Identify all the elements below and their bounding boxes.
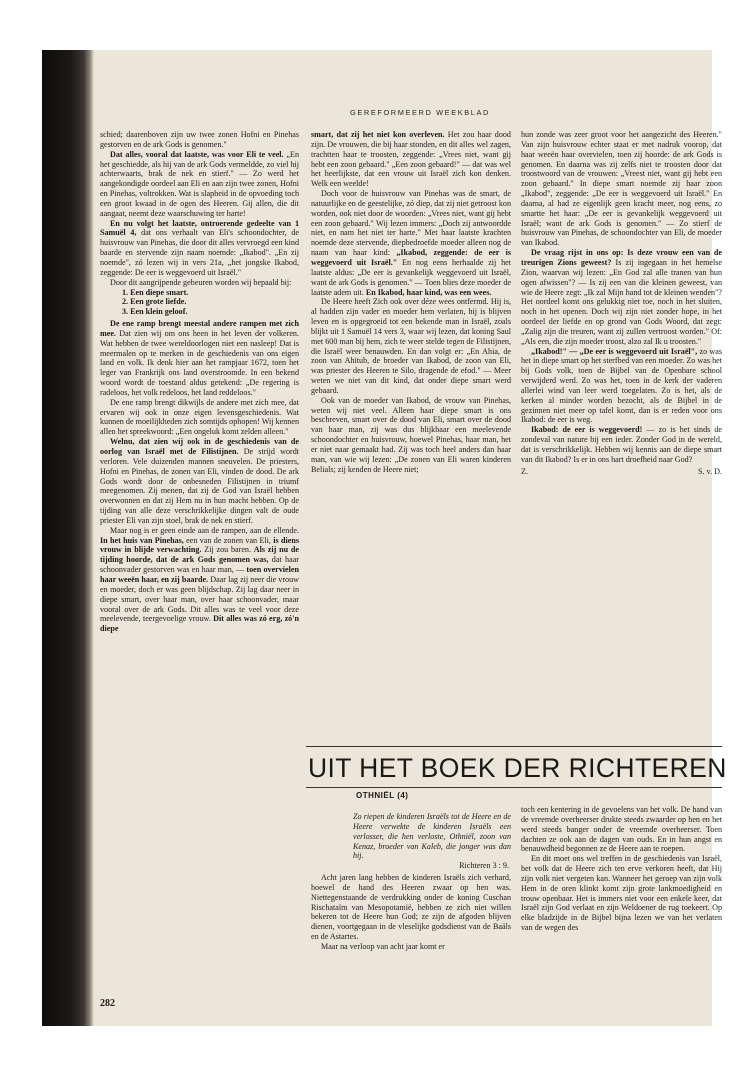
article-column-left	[311, 812, 511, 952]
paragraph: De ene ramp brengt meestal andere rampen met zich mee. Dat zien wij om ons heen in het leven der volkeren. Wat hebben de twee wereldoorlogen niet een nasleep! Dat is meermalen op te merken in de geschiedenis van ons eigen land en volk. Ik denk hier aan het rampjaar 1672, toen het leger van Frankrijk ons land overstroomde. In een bekend woord wordt de toestand aldus getekend: „De regering is radeloos, het volk redeloos, het land reddeloos."	[100, 319, 299, 397]
paragraph: schied; daarenboven zijn uw twee zonen Hofni en Pinehas gestorven en de ark Gods is genomen."	[100, 130, 299, 149]
running-head: GEREFORMEERD WEEKBLAD	[350, 108, 490, 117]
paragraph: De ene ramp brengt dikwijls de andere met zich mee, dat ervaren wij ook in onze eigen levensgeschiedenis. Wat kunnen de moeilijkheden zich somtijds ophopen! Wij kennen allen het spreekwoord: „Een ongeluk komt zelden alleen."	[100, 397, 299, 437]
paragraph: toch een kentering in de gevoelens van het volk. De hand van de vreemde overheerser drukte steeds zwaarder op hen en het werd steeds banger onder de vreemde overheerser. Toen dachten ze ook aan de dagen van ouds. En in hun angst en benauwdheid begonnen ze de Heere aan te roepen.	[521, 805, 722, 854]
title-rule-top	[306, 746, 722, 747]
paragraph: De Heere heeft Zich ook over déze wees ontfermd. Hij is, al hadden zijn vader en moeder hem verlaten, hij is blijven leven en is opgegroeid tot een bekende man in Israël, zoals blijkt uit 1 Samuël 14 vers 3, waar wij lezen, dat koning Saul met 600 man bij hem, zich te weer stelde tegen de Filistijnen, die Israël weer benauwden. En dan volgt er: „En Ahia, de zoon van Ahitub, de broeder van Ikabod, de zoon van Eli, was priester des Heeren te Silo, dragende de efod." — Meer weten we niet van dit kind, dat onder diepe smart werd gebaard.	[311, 297, 511, 395]
paragraph: Ikabod: de eer is weggevoerd! — zo is het sinds de zondeval van nature bij een ieder. Zonder God in de wereld, dat is verschrikkelijk. Hebben wij kennis aan de diepe smart van dit Ikabod? Is er in ons hart droefheid naar God?	[521, 425, 722, 464]
paragraph: Maar na verloop van acht jaar komt er	[321, 941, 445, 951]
paragraph: „Ikabod!" — „De eer is weggevoerd uit Israël", zo was het in diepe smart op het sterfbed van een moeder. Zo was het bij Gods volk, toen de Bijbel van de Openbare school verwijderd werd. Zo was het, toen in de kerk der vaderen allerlei wind van leer werd toegelaten. Zo is het, als de kerken al minder worden bezocht, als de Bijbel in de gezinnen niet meer op tafel komt, dan is er reden voor ons Ikabod: de eer is weg.	[521, 346, 722, 425]
book-spine-shadow	[42, 50, 94, 1026]
paragraph: Door dit aangrijpende gebeuren worden wij bepaald bij:	[110, 277, 292, 287]
list-item: 3. Een klein geloof.	[122, 307, 188, 317]
point-list	[100, 288, 299, 318]
epigraph: Zo riepen de kinderen Israëls tot de Heere en de Heere verwekte de kinderen Israëls een verlosser, die hen verloste, Othniël, zoon van Kenaz, broeder van Kaleb, die jonger was dan hij.	[353, 812, 511, 861]
paragraph: De vraag rijst in ons op: Is deze vrouw een van de treurigen Zions geweest? Is zij ingegaan in het hemelse Zion, waarvan wij lezen: „En God zal alle tranen van hun ogen afwissen"? — Is zij een van die kleinen geweest, van wie de Heere zegt: „Ik zal Mijn hand tot de kleinen wenden"? Het oordeel komt ons gelukkig niet toe, noch in het sluiten, noch in het openen. Doch wij zijn niet zonder hope, in het oordeel der liefde en op grond van Gods Woord, dat zegt: „Zalig zijn die treuren, want zij zullen vertroost worden." Of: „Als een, die zijn moeder troost, alzo zal Ik u troosten."	[521, 248, 723, 346]
paragraph: Doch voor de huisvrouw van Pinehas was de smart, de natuurlijke en de geestelijke, zó diep, dat zij niet getroost kon worden, ook niet door de woorden: „Vrees niet, want gij hebt een zoon gebaard." Wij lezen immers: „Doch zij antwoordde niet, en nam het niet ter harte." Met haar laatste krachten noemde deze stervende, diepbedroefde moeder alleen nog de naam van haar kind: „Ikabod, zeggende: de eer is weggevoerd uit Israël." En nog eens herhaalde zij het laatste aldus: „De eer is gevankelijk weggevoerd uit Israël, want de ark Gods is genomen." — Toen blies deze moeder de laatste adem uit. En Ikabod, haar kind, was een wees.	[311, 189, 512, 297]
list-item: 1. Een diepe smart.	[122, 287, 189, 297]
column-1	[100, 130, 299, 634]
paragraph: Maar nog is er geen einde aan de rampen, aan de ellende. In het huis van Pinehas, een van de zonen van Eli, is diens vrouw in blijde verwachting. Zij zou baren. Als zij nu de tijding hoorde, dat de ark Gods genomen was, dat haar schoonvader gestorven was en haar man, — toen overvielen haar weeën haar, en zij baarde. Daar lag zij neer die vrouw en moeder, doch er was geen blijdschap. Zij lag daar neer in diepe smart, over haar man, over haar schoonvader, maar vooral over de ark Gods. Dit alles was te veel voor deze meelevende, teergevoelige vrouw. Dit alles was zó erg, zó'n diepe	[100, 525, 300, 634]
paragraph: Ook van de moeder van Ikabod, de vrouw van Pinehas, weten wij niet veel. Alleen haar diepe smart is ons beschreven, smart over de dood van Eli, smart over de dood van haar man, zij was dus blijkbaar een meelevende schoondochter en huisvrouw, hoewel Pinehas, haar man, het er niet naar gemaakt had. Zij was toch heel anders dan haar man, van wie wij lezen: „De zonen van Eli waren kinderen Belials; zij kenden de Heere niet;	[311, 395, 511, 474]
column-2	[311, 130, 511, 475]
paragraph: En nu volgt het laatste, ontroerende gedeelte van 1 Samuël 4, dat ons verhaalt van Eli's schoondochter, de huisvrouw van Pinehas, die door dit alles vervroegd een kind baarde en stervende zijn naam noemde: „Ikabod". „En zij noemde", zó lezen wij in vers 21a, „het jongske Ikabod, zeggende: De eer is weggevoerd uit Israël."	[100, 218, 299, 277]
article-title: UIT HET BOEK DER RICHTEREN	[308, 753, 727, 783]
article-column-right	[521, 805, 722, 933]
title-rule-bottom	[306, 787, 722, 788]
scripture-reference: Richteren 3 : 9.	[459, 861, 509, 871]
paragraph: Dat alles, vooral dat laatste, was voor Eli te veel. „En het geschiedde, als hij van de ark Gods vermeldde, zo viel hij achterwaarts, brak de nek en stierf." — Zo werd het aangekondigde oordeel aan Eli en aan zijn twee zonen, Hofni en Pinehas, voltrokken. Wat is slapheid in de opvoeding toch een groot kwaad in de ogen des Heeren. Gij allen, die dit aangaat, neemt deze waarschuwing ter harte!	[100, 149, 300, 218]
signature-line	[521, 467, 722, 477]
paragraph: En dit moet ons wel treffen in de geschiedenis van Israël, het volk dat de Heere zich ten erve verkoren heeft, dat Hij zijn volk niet vergeten kan. Wanneer het geroep van zijn volk Hem in de oren klinkt komt zijn grote lankmoedigheid en trouw openbaar. Het is immers niet voor een enkele keer, dat Israël zijn God verlaat en zijn Weldoener de rug toekeert. Op elke bladzijde in de Bijbel bijna lezen we van het verlaten van de wegen des	[521, 854, 722, 933]
paragraph: Acht jaren lang hebben de kinderen Israëls zich verhard, hoewel de hand des Heeren zwaar op hen was. Niettegenstaande de verdrukking onder de koning Cuschan Rischataïm van Mesopotamië, hebben ze zich niet willen bekeren tot de Heere hun God; ze zijn de afgoden blijven dienen, voortgegaan in de vleselijke godsdienst van de Baäls en de Astartes.	[311, 873, 511, 942]
paragraph: smart, dat zij het niet kon overleven. Het zou haar dood zijn. De vrouwen, die bij haar stonden, en dit alles wel zagen, trachtten haar te troosten, zeggende: „Vrees niet, want gij hebt een zoon gebaard." „Een zoon gebaard!" — dat was wel het heerlijkste, dat een vrouw uit Israël zich kon denken. Welk een weelde!	[311, 130, 511, 189]
page-number: 282	[100, 998, 115, 1009]
signature-initial: Z.	[521, 466, 528, 476]
list-item: 2. Een grote liefde.	[122, 297, 187, 307]
column-3	[521, 130, 722, 477]
paragraph: hun zonde was zeer groot voor het aangezicht des Heeren." Van zijn huisvrouw echter staat er met nadruk voorop, dat haar weeën haar overvielen, toen zij hoorde: de ark Gods is genomen. En daarna was zij zelfs niet te troosten door dat troostwoord van de vrouwen: „Vreest niet, want gij hebt een zoon gebaard." In diepe smart noemde zij haar zoon „Ikabod", zeggende: „De eer is weggevoerd uit Israël." En daarna, al had ze eigenlijk geen kracht meer, nog eens, zo smartte het haar: „De eer is gevankelijk weggevoerd uit Israël; want de ark Gods is genomen." — Zo stierf de huisvrouw van Pinehas, de schoondochter van Eli, de moeder van Ikabod.	[521, 130, 722, 248]
section-label: OTHNIËL (4)	[356, 791, 409, 800]
author-signature: S. v. D.	[698, 466, 722, 476]
paragraph: Welnu, dat zien wij ook in de geschiedenis van de oorlog van Israël met de Filistijnen. De strijd wordt verloren. Vele duizenden mannen sneuvelen. De priesters, Hofni en Pinehas, de zonen van Eli, vinden de dood. De ark Gods wordt door de onbesneden Filistijnen in triumf meegenomen. Zij menen, dat zij de God van Israël hebben overwonnen en dat zij Hem nu in hun macht hebben. Op de tijding van alle deze verschrikkelijke dingen valt de oude priester Eli van zijn stoel, brak de nek en stierf.	[100, 437, 300, 525]
magazine-page	[42, 50, 727, 1026]
